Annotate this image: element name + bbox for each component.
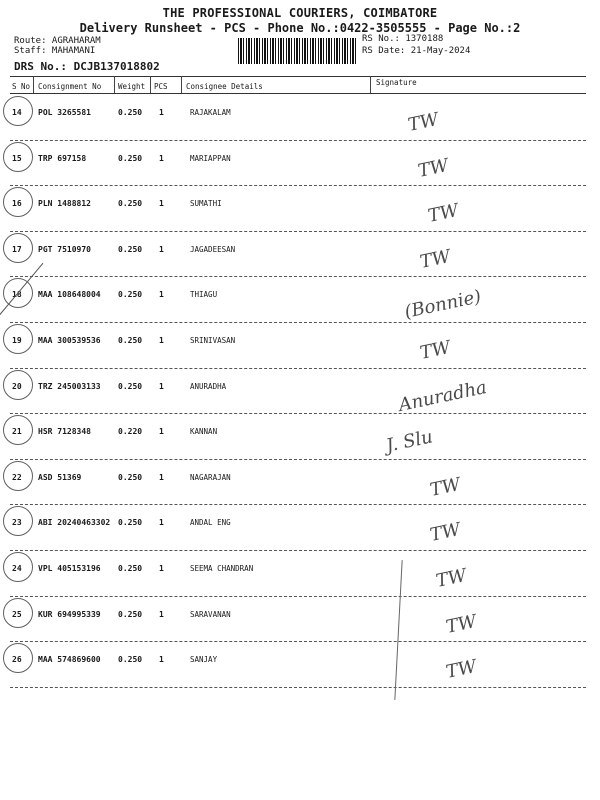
row-weight: 0.250 [118,199,143,209]
row-pcs: 1 [159,518,164,528]
table-header-rule [10,93,586,94]
row-consignee-name: ANDAL ENG [190,518,231,528]
row-weight: 0.250 [118,472,143,482]
row-separator [10,413,586,414]
company-title: THE PROFESSIONAL COURIERS, COIMBATORE [162,6,438,20]
handwritten-signature: TW [444,656,479,684]
row-consignment-number: ABI 20240463302 [38,518,111,528]
row-serial-number: 16 [12,199,22,209]
row-pcs: 1 [159,427,164,437]
row-separator [10,459,586,460]
table-row [0,191,600,236]
column-header-sno: S No [12,82,31,91]
table-row [0,419,600,464]
row-consignment-number: HSR 7128348 [38,427,91,437]
row-consignment-number: MAA 300539536 [38,336,101,345]
row-pcs: 1 [159,564,164,573]
table-row [0,100,600,145]
row-serial-number: 25 [12,609,22,619]
row-serial-number: 23 [12,518,22,528]
row-separator [10,140,586,141]
row-weight: 0.250 [118,153,143,163]
barcode-image [238,38,356,64]
row-separator [10,368,586,369]
row-serial-number: 14 [12,108,22,117]
row-pcs: 1 [159,381,164,391]
row-consignee-name: SUMATHI [190,199,222,209]
runsheet-subtitle: Delivery Runsheet - PCS - Phone No.:0422-3505555 - Page No.:2 [79,21,521,35]
handwritten-signature: J. Slu [384,426,435,457]
row-weight: 0.250 [118,564,143,573]
row-weight: 0.250 [118,518,143,528]
handwritten-signature: TW [444,610,479,638]
row-consignment-number: POL 3265581 [38,108,91,117]
row-pcs: 1 [159,655,164,665]
row-consignee-name: NAGARAJAN [190,472,231,482]
table-row [0,328,600,373]
row-consignment-number: PGT 7510970 [38,244,91,254]
row-consignee-name: SANJAY [190,655,218,665]
row-pcs: 1 [159,472,164,482]
row-serial-number: 19 [12,336,22,345]
row-serial-number: 18 [12,290,22,300]
column-header-weight: Weight [118,82,146,91]
row-serial-number: 26 [12,655,22,665]
row-pcs: 1 [159,244,164,254]
column-divider [33,76,34,93]
row-pcs: 1 [159,153,164,163]
row-consignee-name: ANURADHA [190,381,227,391]
row-consignment-number: KUR 694995339 [38,609,101,619]
row-weight: 0.250 [118,108,143,117]
handwritten-signature: TW [434,565,469,592]
drs-number: DRS No.: DCJB137018802 [14,60,160,73]
table-row [0,602,600,647]
row-consignment-number: ASD 51369 [38,472,82,482]
row-pcs: 1 [159,108,164,117]
handwritten-signature: Anuradha [396,376,489,416]
row-separator [10,322,586,323]
table-row [0,465,600,510]
row-consignment-number: VPL 405153196 [38,564,101,573]
table-row [0,374,600,419]
row-serial-number: 20 [12,381,22,391]
row-pcs: 1 [159,199,164,209]
row-weight: 0.250 [118,655,143,665]
row-consignee-name: SRINIVASAN [190,336,236,345]
row-serial-number: 24 [12,564,22,573]
row-separator [10,596,586,597]
rs-number: RS No.: 1370188 [362,34,444,44]
table-top-rule [10,76,586,77]
row-consignee-name: THIAGU [190,290,218,300]
row-serial-number: 17 [12,244,22,254]
row-weight: 0.250 [118,336,143,345]
row-separator [10,231,586,232]
route-label: Route: AGRAHARAM [14,36,101,46]
row-serial-number: 21 [12,427,22,437]
row-consignee-name: RAJAKALAM [190,108,231,117]
row-separator [10,185,586,186]
row-weight: 0.220 [118,427,143,437]
row-pcs: 1 [159,609,164,619]
column-header-consignee: Consignee Details [186,82,263,91]
table-row [0,556,600,601]
column-divider [150,76,151,93]
row-weight: 0.250 [118,381,143,391]
row-serial-number: 22 [12,472,22,482]
row-weight: 0.250 [118,290,143,300]
row-consignment-number: MAA 574869600 [38,655,101,665]
handwritten-signature: TW [418,245,453,273]
table-row [0,282,600,327]
row-serial-number: 15 [12,153,22,163]
row-consignment-number: TRZ 245003133 [38,381,101,391]
row-consignee-name: KANNAN [190,427,218,437]
row-pcs: 1 [159,336,164,345]
handwritten-signature: TW [418,337,453,364]
row-consignee-name: SEEMA CHANDRAN [190,564,254,573]
handwritten-signature: TW [406,109,441,136]
table-row [0,237,600,282]
row-weight: 0.250 [118,244,143,254]
handwritten-signature: TW [428,473,463,501]
row-consignee-name: JAGADEESAN [190,244,236,254]
row-separator [10,687,586,688]
column-divider [370,76,371,93]
column-header-consignment: Consignment No [38,82,102,91]
table-row [0,146,600,191]
row-consignment-number: MAA 108648004 [38,290,101,300]
handwritten-signature: (Bonnie) [402,286,484,324]
row-weight: 0.250 [118,609,143,619]
column-header-pcs: PCS [154,82,168,91]
row-separator [10,641,586,642]
handwritten-signature: TW [416,154,451,182]
handwritten-signature: TW [426,200,461,228]
row-pcs: 1 [159,290,164,300]
row-separator [10,550,586,551]
table-row [0,510,600,555]
column-divider [181,76,182,93]
row-consignment-number: PLN 1488812 [38,199,91,209]
row-consignee-name: MARIAPPAN [190,153,231,163]
column-header-signature: Signature [376,78,417,87]
column-divider [114,76,115,93]
table-row [0,647,600,692]
rs-date: RS Date: 21-May-2024 [362,46,471,56]
handwritten-signature: TW [428,519,463,547]
staff-label: Staff: MAHAMANI [14,46,96,56]
row-separator [10,276,586,277]
row-separator [10,504,586,505]
row-consignment-number: TRP 697158 [38,153,87,163]
row-consignee-name: SARAVANAN [190,609,231,619]
